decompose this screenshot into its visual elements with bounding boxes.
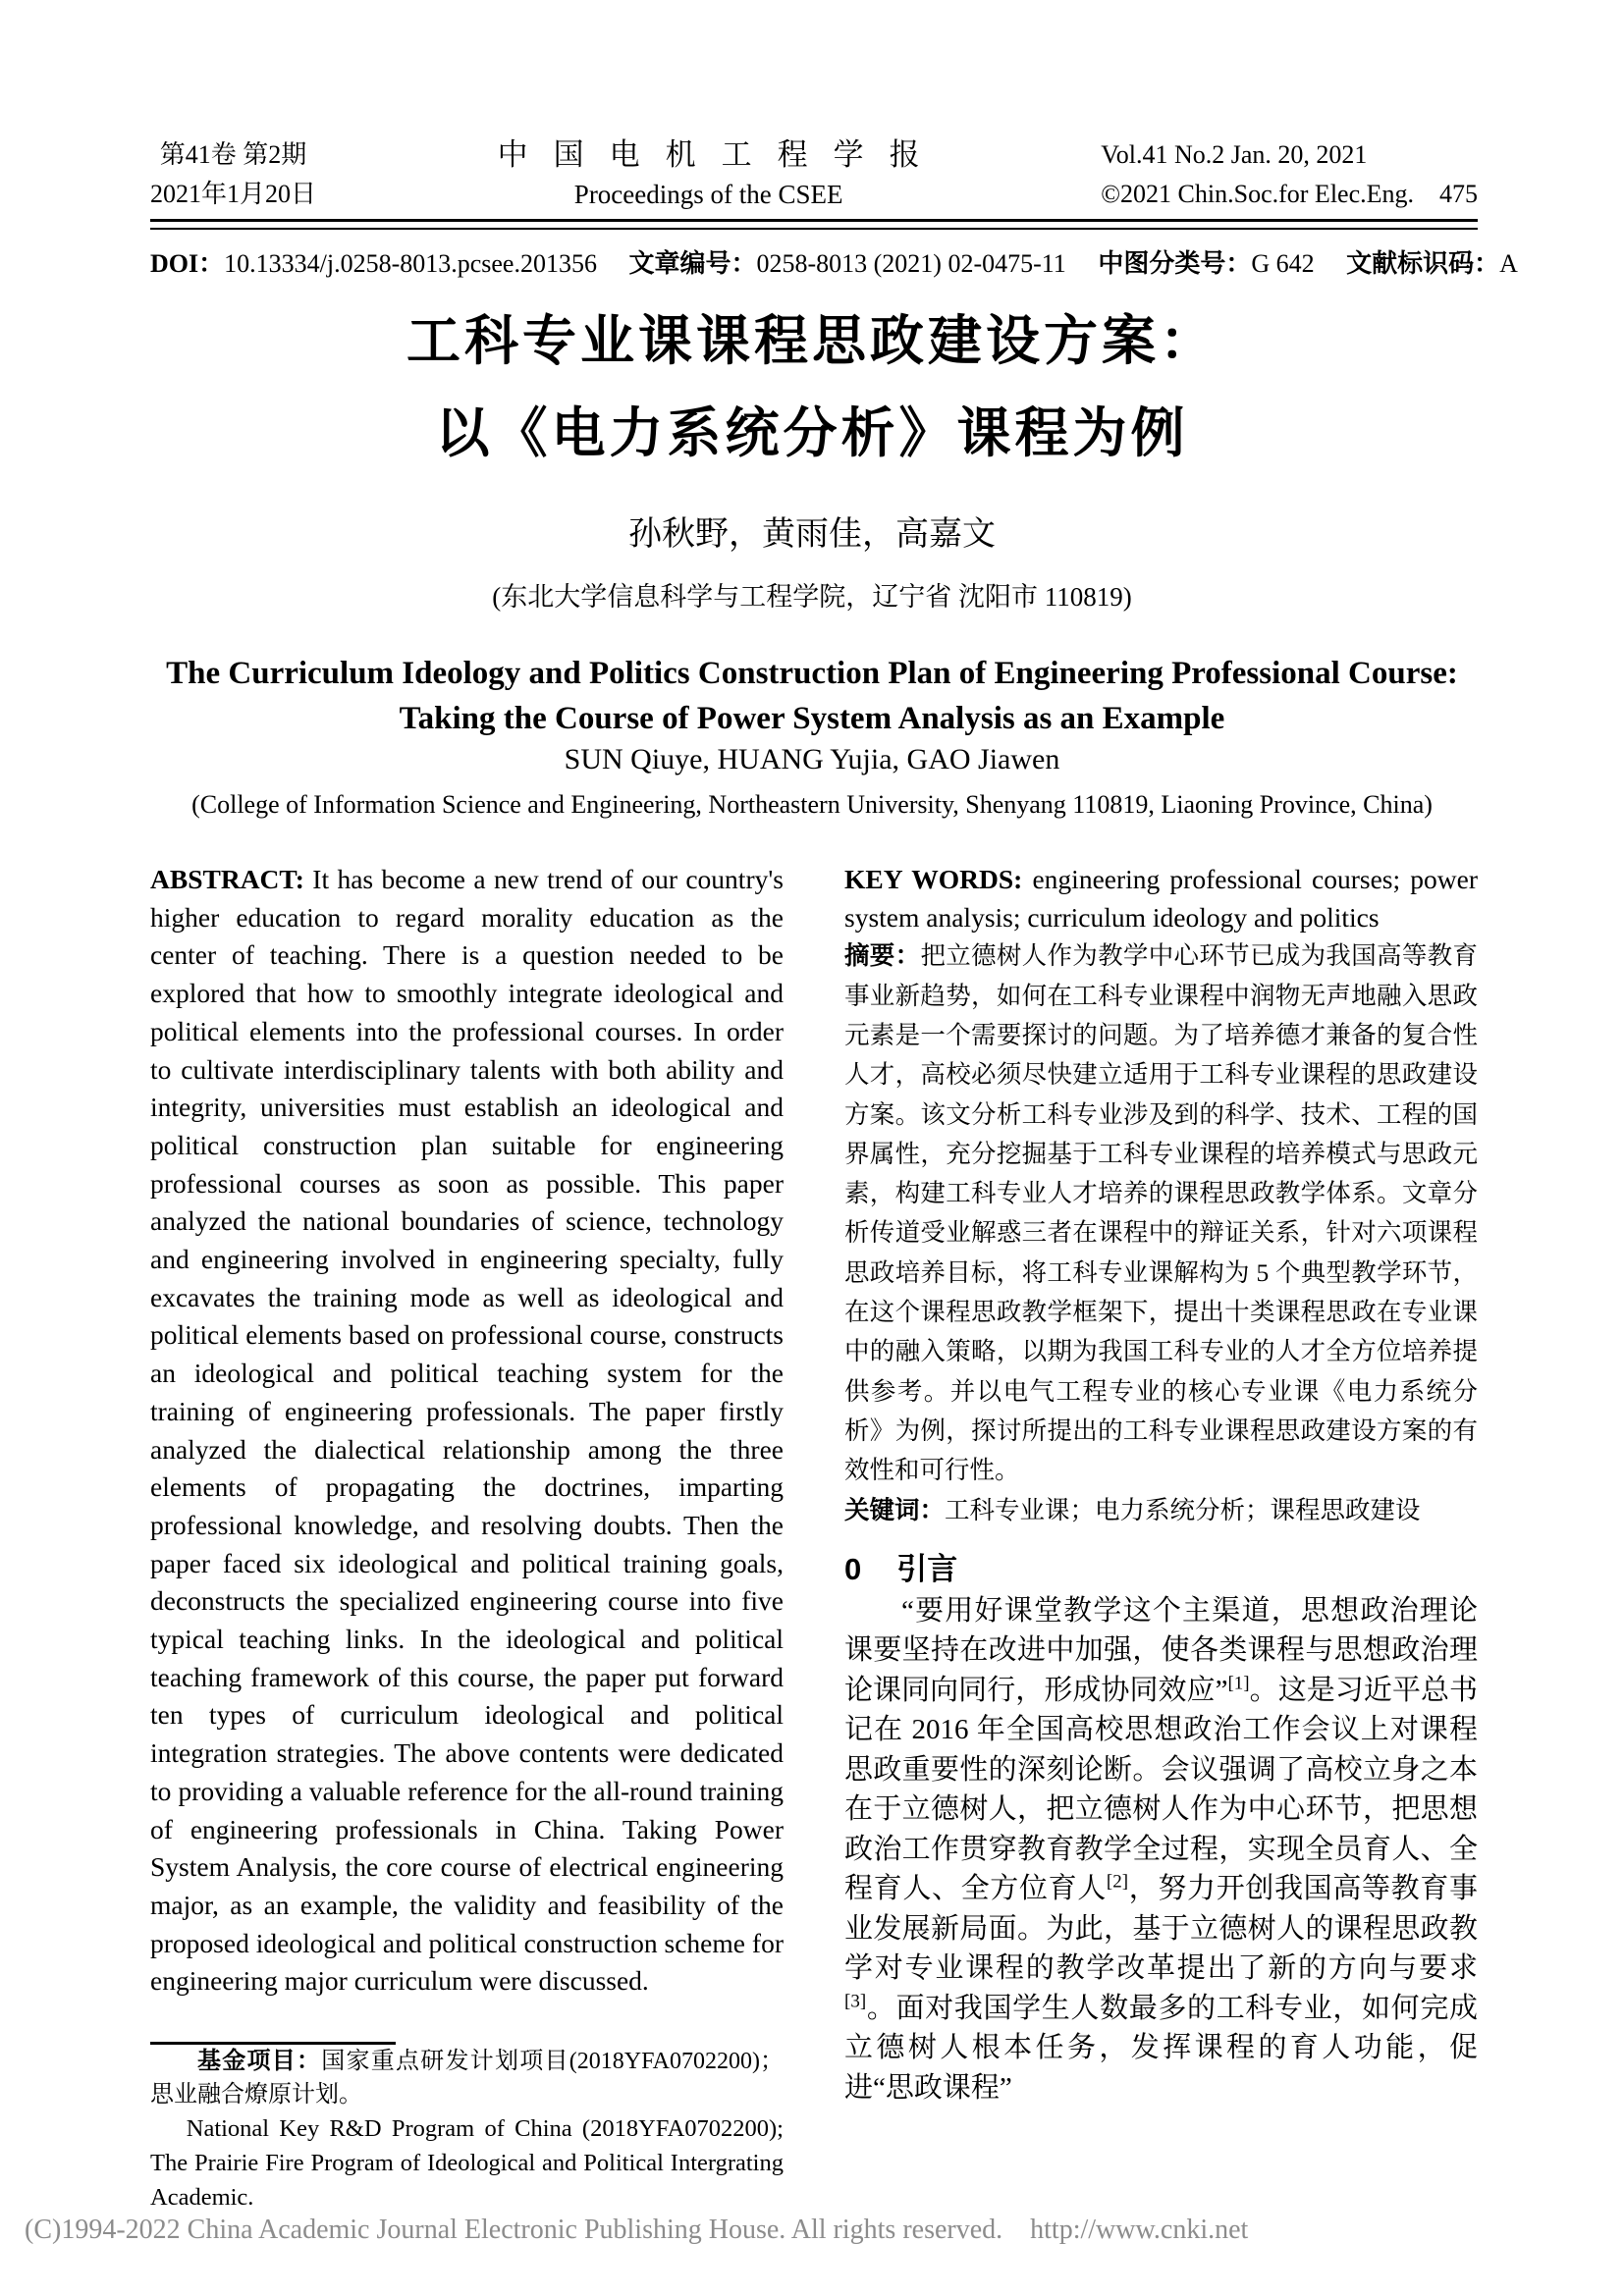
- article-title-zh: [0, 294, 1624, 479]
- abstract-zh-label: 摘要：: [844, 942, 921, 971]
- funding-note-zh: [150, 2045, 784, 2111]
- keywords-en-label: KEY WORDS:: [844, 864, 1023, 894]
- affiliation-en: (College of Information Science and Engineering, Northeastern University, Shenyang 110819, Liaoning Province, China): [191, 790, 1433, 819]
- keywords-en-paragraph: [844, 861, 1478, 936]
- article-title-en-line2: Taking the Course of Power System Analysis as an Example: [399, 701, 1225, 736]
- funding-text-zh: 国家重点研发计划项目(2018YFA0702200)；思业融合燎原计划。: [150, 2049, 785, 2109]
- article-number-group: [628, 249, 1065, 278]
- footer-copyright: (C)1994-2022 China Academic Journal Electronic Publishing House. All rights reserved. http://www.cnki.net: [25, 2215, 1249, 2245]
- article-number-value: 0258-8013 (2021) 02-0475-11: [756, 249, 1066, 278]
- funding-note-en: National Key R&D Program of China (2018YFA0702200); The Prairie Fire Program of Ideological and Political Intergrating Academic.: [150, 2115, 784, 2212]
- authors-zh: 孙秋野，黄雨佳，高嘉文: [628, 516, 996, 553]
- keywords-zh-text: 工科专业课；电力系统分析；课程思政建设: [945, 1495, 1421, 1524]
- intro-text-2: 。这是习近平总书记在 2016 年全国高校思想政治工作会议上对课程思政重要性的深刻论断。会议强调了高校立身之本在于立德树人，把立德树人作为中心环节，把思想政治工作贯穿教育教学全过程，实现全员育人、全程育人、全方位育人: [844, 1674, 1478, 1905]
- intro-text-3: ，努力开创我国高等教育事业发展新局面。为此，基于立德树人的课程思政教学对专业课程的教学改革提出了新的方向与要求: [844, 1873, 1478, 1985]
- article-title-en-line1: The Curriculum Ideology and Politics Construction Plan of Engineering Professional Course:: [166, 656, 1458, 691]
- intro-paragraph: [844, 1591, 1478, 2109]
- abstract-en-paragraph: [150, 861, 784, 2001]
- section-title: 引言: [896, 1551, 958, 1586]
- volume-issue: 第41卷 第2期: [159, 140, 307, 169]
- abstract-en-text: It has become a new trend of our country's higher education to regard morality education as the center of teaching. There is a question needed to be explored that how to smoothly integrate ideological and political elements into the professional courses. In order to cultivate interdisciplinary talents with both ability and integrity, universities must establish an ideological and political construction plan suitable for engineering professional courses as soon as possible. This paper analyzed the national boundaries of science, technology and engineering involved in engineering specialty, fully excavates the training mode as well as ideological and political elements based on professional course, constructs an ideological and political teaching system for the training of engineering professionals. The paper firstly analyzed the dialectical relationship among the three elements of propagating the doctrines, imparting professional knowledge, and resolving doubts. Then the paper faced six ideological and political training goals, deconstructs the specialized engineering course into five typical teaching links. In the ideological and political teaching framework of this course, the paper put forward ten types of curriculum ideological and political integration strategies. The above contents were dedicated to providing a valuable reference for the all-round training of engineering professionals in China. Taking Power System Analysis, the core course of electrical engineering major, as an example, the validity and feasibility of the proposed ideological and political construction scheme for engineering major curriculum were discussed.: [150, 864, 785, 1997]
- section-number: 0: [844, 1551, 862, 1586]
- doc-code-value: A: [1499, 249, 1518, 278]
- affiliation-zh: (东北大学信息科学与工程学院，辽宁省 沈阳市 110819): [492, 582, 1132, 612]
- doi-label: DOI：: [150, 249, 225, 278]
- abstract-zh-text: 把立德树人作为教学中心环节已成为我国高等教育事业新趋势，如何在工科专业课程中润物无声地融入思政元素是一个需要探讨的问题。为了培养德才兼备的复合性人才，高校必须尽快建立适用于工科专业课程的思政建设方案。该文分析工科专业涉及到的科学、技术、工程的国界属性，充分挖掘基于工科专业课程的培养模式与思政元素，构建工科专业人才培养的课程思政教学体系。文章分析传道受业解惑三者在课程中的辩证关系，针对六项课程思政培养目标，将工科专业课解构为 5 个典型教学环节，在这个课程思政教学框架下，提出十类课程思政在专业课中的融入策略，以期为我国工科专业的人才全方位培养提供参考。并以电气工程专业的核心专业课《电力系统分析》为例，探讨所提出的工科专业课程思政建设方案的有效性和可行性。: [844, 941, 1478, 1485]
- authors-en: SUN Qiuye, HUANG Yujia, GAO Jiawen: [564, 743, 1060, 775]
- article-title-zh-line2: 以《电力系统分析》课程为例: [435, 402, 1189, 463]
- funding-label: 基金项目：: [197, 2048, 322, 2075]
- clc-value: G 642: [1251, 249, 1315, 278]
- copyright-line: [1101, 175, 1478, 214]
- citation-ref-3: [3]: [844, 1990, 867, 2011]
- article-number-label: 文章编号：: [628, 248, 757, 278]
- intro-text-4: 。面对我国学生人数最多的工科专业，如何完成立德树人根本任务，发挥课程的育人功能，促进“思政课程”: [844, 1992, 1478, 2104]
- left-column: [150, 861, 784, 2215]
- journal-header: [150, 135, 1478, 214]
- doc-code-label: 文献标识码：: [1346, 248, 1500, 278]
- volume-info-en: Vol.41 No.2 Jan. 20, 2021: [1101, 140, 1368, 169]
- clc-label: 中图分类号：: [1098, 248, 1252, 278]
- header-center: [472, 135, 946, 214]
- abstract-en-label: ABSTRACT:: [150, 864, 304, 894]
- doi-group: [150, 249, 597, 278]
- publication-date: 2021年1月20日: [150, 180, 317, 208]
- journal-title-en: Proceedings of the CSEE: [573, 180, 843, 209]
- copyright-text: ©2021 Chin.Soc.for Elec.Eng.: [1101, 180, 1414, 208]
- citation-ref-2: [2]: [1106, 1871, 1129, 1893]
- intro-text-1: “要用好课堂教学这个主渠道，思想政治理论课要坚持在改进中加强，使各类课程与思想政治理论课同向同行，形成协同效应”: [844, 1594, 1478, 1706]
- header-right: [1101, 135, 1478, 214]
- keywords-zh-paragraph: [844, 1491, 1478, 1530]
- body-columns: [150, 861, 1478, 2215]
- article-title-zh-line1: 工科专业课课程思政建设方案：: [406, 310, 1218, 371]
- header-double-rule: [150, 219, 1478, 230]
- keywords-en-text: engineering professional courses; power system analysis; curriculum ideology and politics: [844, 864, 1479, 933]
- section-0-heading: [844, 1548, 1478, 1591]
- citation-ref-1: [1]: [1227, 1672, 1250, 1693]
- header-left: [150, 135, 316, 214]
- doc-code-group: [1346, 249, 1518, 278]
- keywords-zh-label: 关键词：: [844, 1496, 946, 1524]
- clc-group: [1098, 249, 1314, 278]
- doi-value: 10.13334/j.0258-8013.pcsee.201356: [224, 249, 597, 278]
- abstract-zh-paragraph: [844, 936, 1478, 1490]
- journal-title-zh: 中国电机工程学报: [497, 137, 946, 172]
- article-meta-line: [150, 243, 1518, 280]
- right-column: [844, 861, 1478, 2215]
- article-title-en: [0, 651, 1624, 741]
- page-number: 475: [1439, 180, 1478, 208]
